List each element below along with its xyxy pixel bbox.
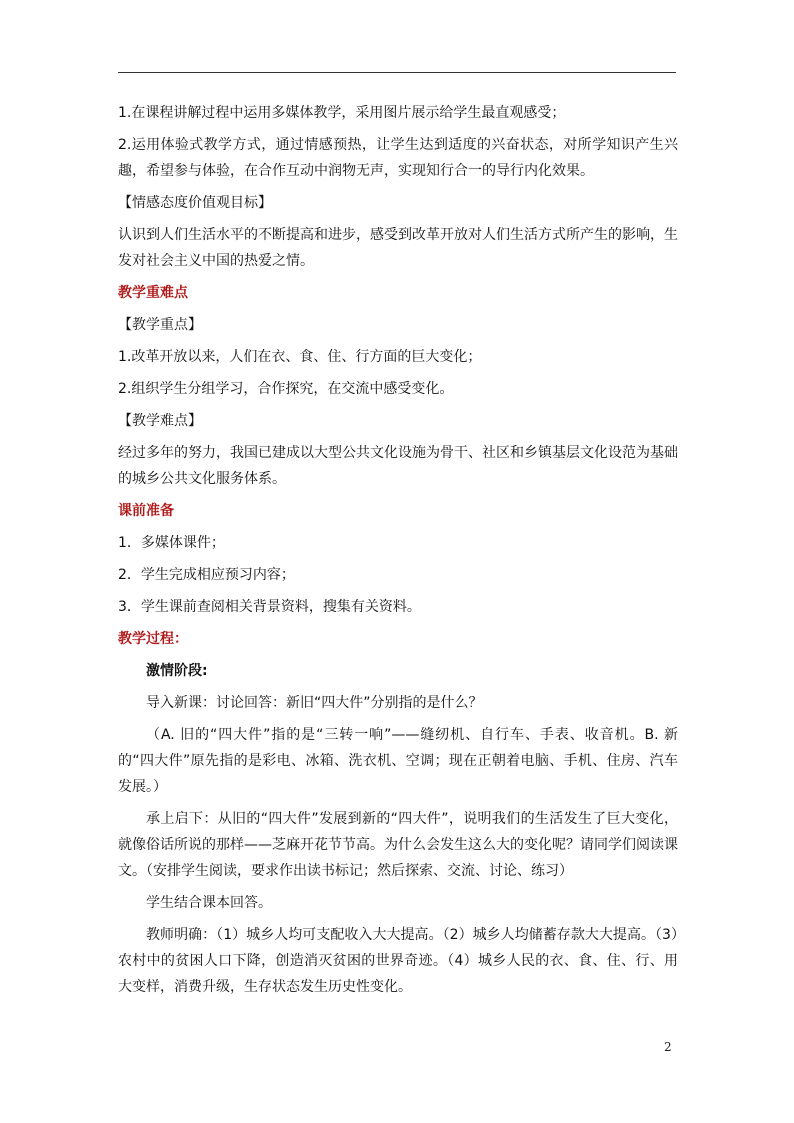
paragraph: 导入新课：讨论回答：新旧“四大件”分别指的是什么？ xyxy=(146,695,483,711)
paragraph: （A. 旧的“四大件”指的是“三转一响”——缝纫机、自行车、手表、收音机。B. 新的“四大件”原先指的是彩电、冰箱、洗衣机、空调；现在正朝着电脑、手机、住房、汽车发展。） xyxy=(118,727,678,795)
paragraph: 承上启下：从旧的“四大件”发展到新的“四大件”，说明我们的生活发生了巨大变化，就像俗话所说的那样——芝麻开花节节高。为什么会发生这么大的变化呢？请同学们阅读课文。（安排学生阅读，要求作出读书标记；然后探索、交流、讨论、练习） xyxy=(118,811,678,879)
section-heading: 课前准备 xyxy=(118,503,174,519)
page-number: 2 xyxy=(664,1040,672,1054)
paragraph: 2.运用体验式教学方式，通过情感预热，让学生达到适度的兴奋状态，对所学知识产生兴趣，希望参与体验，在合作互动中润物无声，实现知行合一的导行内化效果。 xyxy=(118,137,678,179)
document-body xyxy=(118,100,678,1006)
paragraph: 1.在课程讲解过程中运用多媒体教学，采用图片展示给学生最直观感受； xyxy=(118,105,566,121)
section-heading: 教学重难点 xyxy=(118,285,188,301)
section-heading: 教学过程： xyxy=(118,631,188,647)
paragraph: 经过多年的努力，我国已建成以大型公共文化设施为骨干、社区和乡镇基层文化设范为基础的城乡公共文化服务体系。 xyxy=(118,445,678,487)
section-label: 【情感态度价值观目标】 xyxy=(118,195,272,211)
section-label: 【教学重点】 xyxy=(118,317,202,333)
paragraph: 教师明确：（1）城乡人均可支配收入大大提高。（2）城乡人均储蓄存款大大提高。（3）农村中的贫困人口下降，创造消灭贫困的世界奇迹。（4）城乡人民的衣、食、住、行、用大变样，消费升级，生存状态发生历史性变化。 xyxy=(118,927,678,995)
paragraph: 1.改革开放以来，人们在衣、食、住、行方面的巨大变化； xyxy=(118,349,482,365)
paragraph: 认识到人们生活水平的不断提高和进步，感受到改革开放对人们生活方式所产生的影响，生发对社会主义中国的热爱之情。 xyxy=(118,227,678,269)
section-label: 【教学难点】 xyxy=(118,413,202,429)
paragraph: 2.组织学生分组学习，合作探究，在交流中感受变化。 xyxy=(118,381,454,397)
list-item: 1．多媒体课件； xyxy=(118,535,225,551)
list-item: 3．学生课前查阅相关背景资料，搜集有关资料。 xyxy=(118,599,421,615)
paragraph: 学生结合课本回答。 xyxy=(146,895,272,911)
subsection-heading: 激情阶段: xyxy=(146,663,208,679)
header-rule xyxy=(118,72,676,73)
list-item: 2．学生完成相应预习内容； xyxy=(118,567,295,583)
